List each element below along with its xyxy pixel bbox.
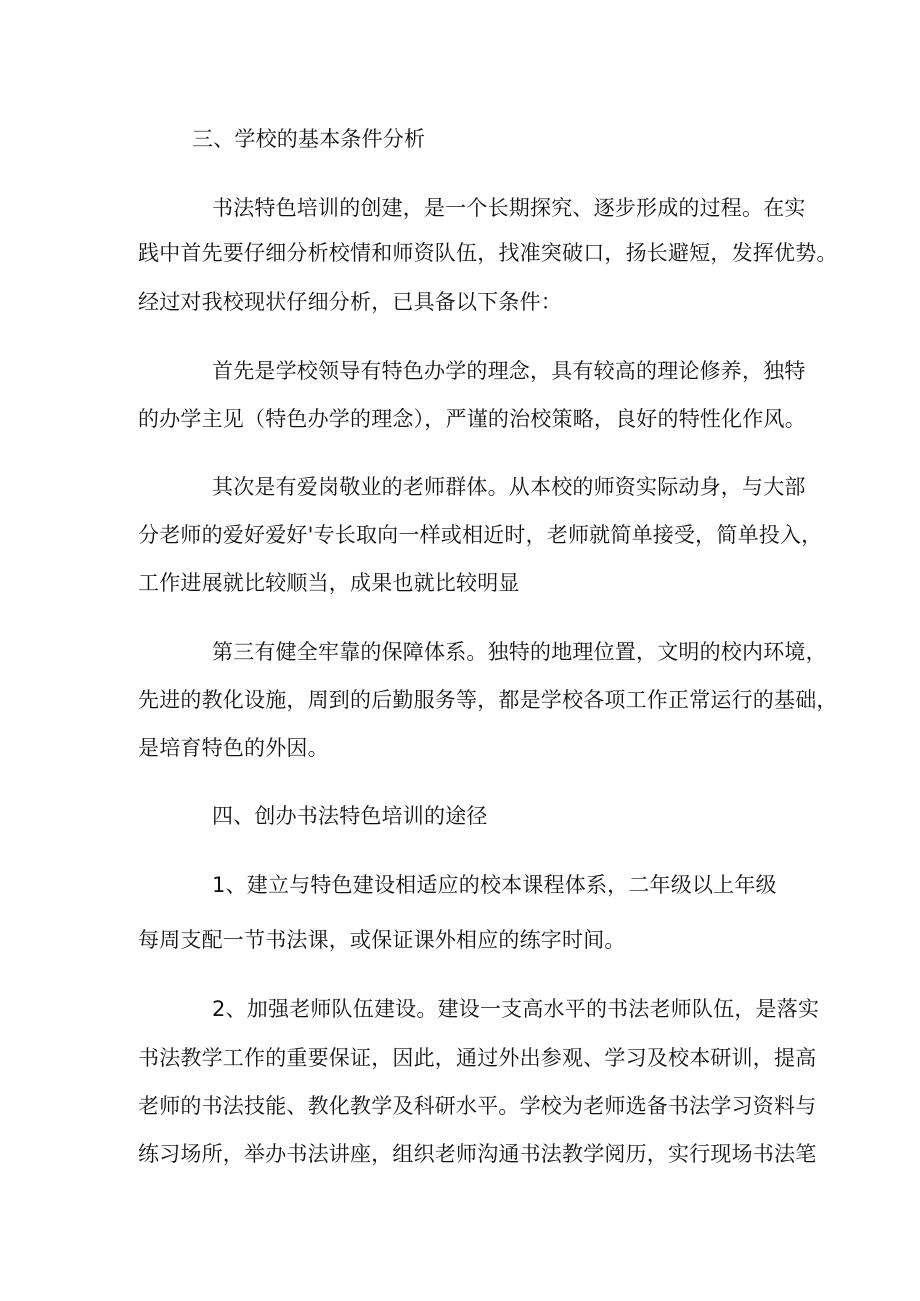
para3-line-2: 先进的教化设施，周到的后勤服务等，都是学校各项工作正常运行的基础， bbox=[138, 688, 838, 712]
para3-line-1: 第三有健全牢靠的保障体系。独特的地理位置，文明的校内环境， bbox=[212, 640, 827, 664]
item1-line-1: 1、建立与特色建设相适应的校本课程体系，二年级以上年级 bbox=[212, 873, 777, 897]
intro-line-2: 践中首先要仔细分析校情和师资队伍，找准突破口，扬长避短，发挥优势。 bbox=[138, 241, 838, 265]
item2-line-1: 2、加强老师队伍建设。建设一支高水平的书法老师队伍，是落实 bbox=[212, 997, 820, 1021]
item2-line-4: 练习场所，举办书法讲座，组织老师沟通书法教学阅历，实行现场书法笔 bbox=[138, 1142, 817, 1166]
section-4-heading: 四、创办书法特色培训的途径 bbox=[212, 804, 488, 828]
para2-line-3: 工作进展就比较顺当，成果也就比较明显 bbox=[138, 571, 520, 595]
para2-line-2: 分老师的爱好爱好'专长取向一样或相近时，老师就简单接受，简单投入， bbox=[138, 523, 823, 547]
para3-line-3: 是培育特色的外因。 bbox=[138, 736, 329, 760]
intro-line-1: 书法特色培训的创建，是一个长期探究、逐步形成的过程。在实 bbox=[212, 196, 806, 220]
para1-line-2: 的办学主见（特色办学的理念），严谨的治校策略，良好的特性化作风。 bbox=[138, 407, 806, 431]
item2-line-3: 老师的书法技能、教化教学及科研水平。学校为老师选备书法学习资料与 bbox=[138, 1094, 817, 1118]
item1-line-2: 每周支配一节书法课，或保证课外相应的练字时间。 bbox=[138, 928, 626, 952]
section-3-heading: 三、学校的基本条件分析 bbox=[192, 127, 426, 151]
para2-line-1: 其次是有爱岗敬业的老师群体。从本校的师资实际动身，与大部 bbox=[212, 475, 806, 499]
intro-line-3: 经过对我校现状仔细分析，已具备以下条件： bbox=[138, 290, 562, 314]
item2-line-2: 书法教学工作的重要保证，因此，通过外出参观、学习及校本研训，提高 bbox=[138, 1046, 817, 1070]
para1-line-1: 首先是学校领导有特色办学的理念，具有较高的理论修养，独特 bbox=[212, 359, 806, 383]
